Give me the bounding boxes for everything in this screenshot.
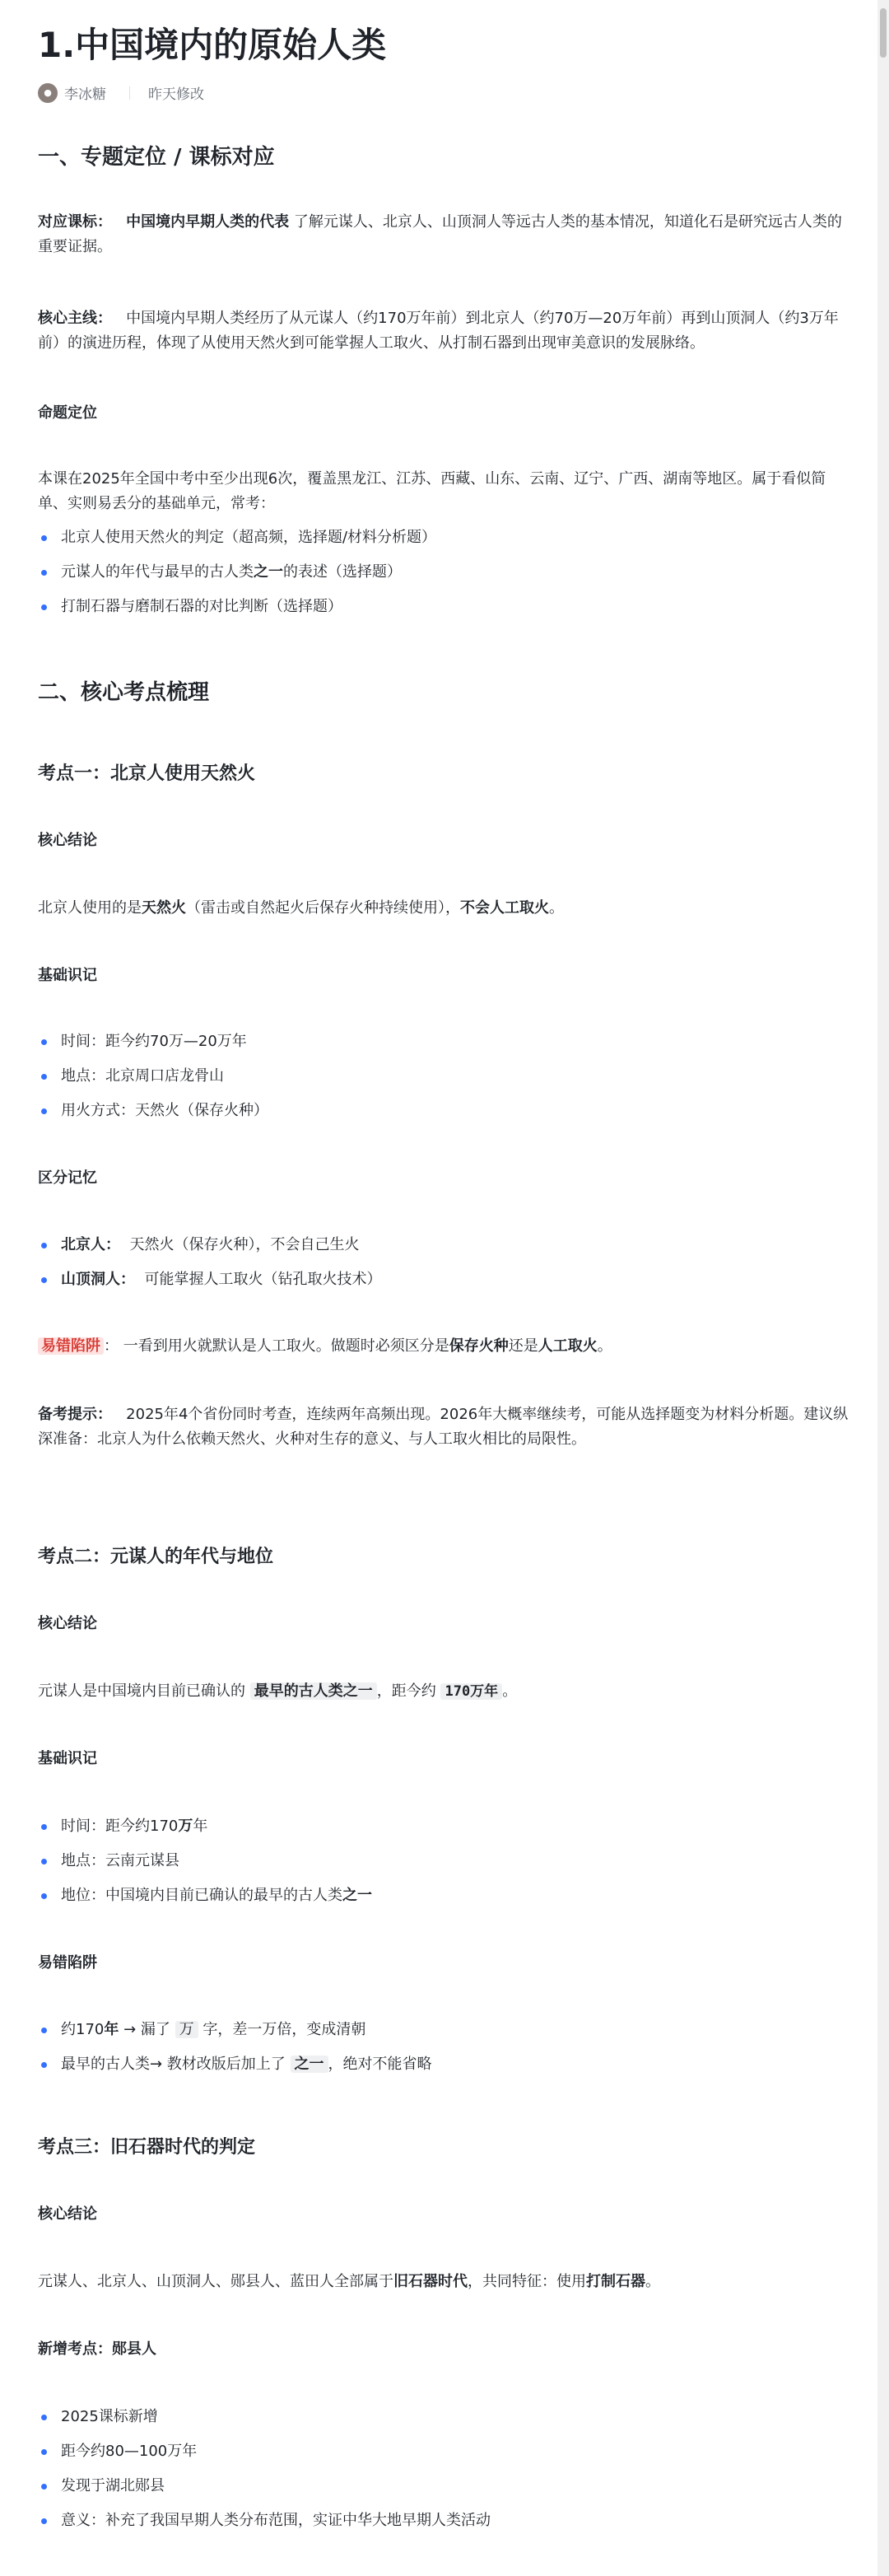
page-scrollbar[interactable] — [877, 0, 889, 2576]
text: ，绝对不能省略 — [328, 2056, 432, 2073]
list-item — [38, 560, 402, 585]
core-heading: 核心结论 — [38, 832, 97, 849]
text: 约170 — [61, 2021, 105, 2038]
section-heading-2: 二、核心考点梳理 — [38, 680, 210, 705]
meta-divider — [129, 86, 130, 100]
curriculum-label: 对应课标： — [38, 213, 112, 231]
bold-text: 不会人工取火 — [460, 899, 549, 917]
list-item: 2025课标新增 — [38, 2405, 158, 2429]
tip-label: 备考提示： — [38, 1406, 112, 1423]
text: ，共同特征：使用 — [468, 2273, 586, 2290]
point-heading-3: 考点三：旧石器时代的判定 — [38, 2137, 256, 2158]
positioning-paragraph: 本课在2025年全国中考中至少出现6次，覆盖黑龙江、江苏、西藏、山东、云南、辽宁、广西、湖南等地区。属于看似简单、实则易丢分的基础单元，常考： — [38, 470, 826, 512]
text: 可能掌握人工取火（钻孔取火技术） — [144, 1271, 382, 1288]
text: → 漏了 — [119, 2021, 175, 2038]
text: 字，差一万倍，变成清朝 — [198, 2021, 366, 2038]
core-paragraph — [38, 2270, 853, 2294]
mainline-text: 中国境内早期人类经历了从元谋人（约170万年前）到北京人（约70万—20万年前）再到山顶洞人（约3万年前）的演进历程，体现了从使用天然火到可能掌握人工取火、从打制石器到出现审美意识的发展脉络。 — [38, 310, 839, 352]
point-heading-1: 考点一：北京人使用天然火 — [38, 763, 256, 784]
list-item — [38, 1883, 372, 1908]
list-item: 地点：北京周口店龙骨山 — [38, 1064, 224, 1089]
mainline-label: 核心主线： — [38, 310, 112, 327]
list-bold: 之一 — [254, 563, 283, 581]
text: 。 — [502, 1682, 518, 1700]
list-item — [38, 2018, 365, 2042]
diff-heading: 区分记忆 — [38, 1169, 97, 1187]
curriculum-paragraph — [38, 210, 853, 259]
curriculum-bold: 中国境内早期人类的代表 — [126, 213, 290, 231]
section-heading-1: 一、专题定位 / 课标对应 — [38, 145, 275, 170]
core-paragraph — [38, 896, 853, 921]
point-heading-2: 考点二：元谋人的年代与地位 — [38, 1547, 274, 1567]
core-heading: 核心结论 — [38, 2205, 97, 2223]
list-item — [38, 1267, 381, 1292]
bold-text: 之一 — [342, 1887, 372, 1904]
bold-text: 之一 — [291, 2056, 328, 2073]
list-item: 打制石器与磨制石器的对比判断（选择题） — [38, 595, 342, 619]
text: 年 — [193, 1818, 208, 1835]
trap-paragraph — [38, 1334, 853, 1359]
positioning-heading: 命题定位 — [38, 404, 97, 422]
text: 时间：距今约170 — [61, 1818, 179, 1835]
code-text: 万 — [175, 2021, 198, 2038]
text: ，距今约 — [376, 1682, 441, 1700]
author-name[interactable]: 李冰糖 — [64, 86, 106, 103]
modified-time: 昨天修改 — [148, 86, 204, 103]
list-item: 距今约80—100万年 — [38, 2439, 197, 2464]
text: 天然火（保存火种），不会自己生火 — [129, 1236, 360, 1253]
text: 。 — [597, 1337, 612, 1355]
new-point-heading: 新增考点：郧县人 — [38, 2340, 156, 2358]
scrollbar-thumb[interactable] — [880, 8, 887, 58]
basic-heading: 基础识记 — [38, 1750, 97, 1767]
text: 还是 — [508, 1337, 538, 1355]
text: （雷击或自然起火后保存火种持续使用）， — [186, 899, 460, 917]
page-title: 1.中国境内的原始人类 — [38, 25, 387, 65]
list-item — [38, 1233, 359, 1258]
text: 。 — [549, 899, 564, 917]
bold-text: 山顶洞人： — [61, 1271, 135, 1288]
list-item: 发现于湖北郧县 — [38, 2474, 165, 2499]
bold-text: 天然火 — [142, 899, 186, 917]
text: 地位：中国境内目前已确认的最早的古人类 — [61, 1887, 342, 1904]
tip-paragraph — [38, 1402, 853, 1452]
list-item: 地点：云南元谋县 — [38, 1849, 179, 1874]
bold-text: 北京人： — [61, 1236, 120, 1253]
bold-text: 保存火种 — [449, 1337, 509, 1355]
code-text: 170万年 — [440, 1683, 502, 1700]
list-item — [38, 2052, 432, 2077]
trap-heading: 易错陷阱 — [38, 1954, 97, 1972]
list-item: 时间：距今约70万—20万年 — [38, 1029, 247, 1054]
text: 元谋人、北京人、山顶洞人、郧县人、蓝田人全部属于 — [38, 2273, 393, 2290]
list-item — [38, 1814, 207, 1839]
avatar[interactable]: ● — [38, 83, 58, 103]
text: 北京人使用的是 — [38, 899, 142, 917]
list-text: 的表述（选择题） — [283, 563, 402, 581]
text: 最早的古人类→ 教材改版后加上了 — [61, 2056, 291, 2073]
text: 。 — [645, 2273, 660, 2290]
list-item: 北京人使用天然火的判定（超高频，选择题/材料分析题） — [38, 525, 436, 550]
text: 元谋人是中国境内目前已确认的 — [38, 1682, 250, 1700]
list-item: 用火方式：天然火（保存火种） — [38, 1099, 268, 1123]
text: ： 一看到用火就默认是人工取火。做题时必须区分是 — [104, 1337, 449, 1355]
list-item: 意义：补充了我国早期人类分布范围，实证中华大地早期人类活动 — [38, 2508, 491, 2533]
mainline-paragraph — [38, 306, 853, 356]
core-heading: 核心结论 — [38, 1615, 97, 1632]
bold-text: 人工取火 — [538, 1337, 598, 1355]
list-text: 元谋人的年代与最早的古人类 — [61, 563, 254, 581]
bold-text: 万 — [178, 1818, 193, 1835]
bold-text: 打制石器 — [586, 2273, 645, 2290]
bold-text: 最早的古人类之一 — [250, 1682, 377, 1700]
doc-meta — [38, 82, 204, 103]
bold-text: 旧石器时代 — [393, 2273, 468, 2290]
core-paragraph — [38, 1679, 853, 1704]
bold-text: 年 — [104, 2021, 119, 2038]
curriculum-text: 了解元谋人、北京人、山顶洞人等远古人类的基本情况，知道化石是研究远古人类的重要证据。 — [38, 213, 842, 255]
basic-heading: 基础识记 — [38, 967, 97, 984]
trap-label: 易错陷阱 — [38, 1337, 104, 1355]
tip-text: 2025年4个省份同时考查，连续两年高频出现。2026年大概率继续考，可能从选择题变为材料分析题。建议纵深准备：北京人为什么依赖天然火、火种对生存的意义、与人工取火相比的局限性。 — [38, 1406, 849, 1448]
